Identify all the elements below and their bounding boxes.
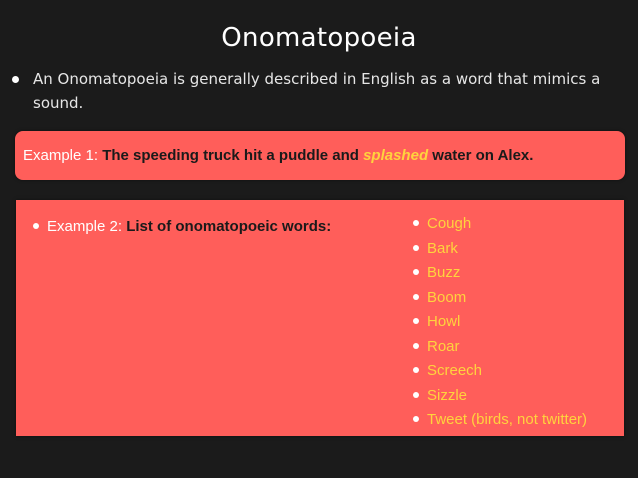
bullet-icon <box>33 223 39 229</box>
word-label: Buzz <box>427 264 461 281</box>
example-1-line <box>23 146 533 166</box>
example-2-heading <box>33 217 331 237</box>
word-label: Howl <box>427 313 461 330</box>
bullet-icon <box>413 220 419 226</box>
bullet-icon <box>413 245 419 251</box>
example-1-text-after: water on Alex. <box>428 147 534 164</box>
word-label: Sizzle <box>427 386 468 404</box>
word-label: Tweet (birds, not twitter) <box>427 411 588 428</box>
word-label: Boom <box>427 288 467 306</box>
list-item <box>413 237 587 262</box>
example-2-label: Example 2: <box>47 218 127 235</box>
intro-bullet <box>12 67 612 115</box>
bullet-icon <box>413 392 419 398</box>
example-1-box <box>15 131 625 180</box>
list-item <box>413 408 587 433</box>
list-item <box>413 261 587 286</box>
list-item <box>413 212 587 237</box>
bullet-icon <box>413 367 419 373</box>
example-1-highlight: splashed <box>363 147 429 164</box>
bullet-icon <box>413 343 419 349</box>
bullet-icon <box>413 416 419 422</box>
example-1-text-before: The speeding truck hit a puddle and <box>102 147 364 164</box>
list-item <box>413 359 587 384</box>
intro-text: An Onomatopoeia is generally described in English as a word that mimics a sound. <box>33 70 601 112</box>
example-2-box <box>16 200 624 436</box>
list-item <box>413 384 587 409</box>
list-item <box>413 286 587 311</box>
list-item <box>413 310 587 335</box>
bullet-icon <box>413 318 419 324</box>
bullet-icon <box>413 269 419 275</box>
word-list <box>413 212 587 433</box>
word-label: Cough <box>427 215 472 232</box>
bullet-icon <box>413 294 419 300</box>
word-label: Bark <box>427 239 458 257</box>
slide-title: Onomatopoeia <box>221 23 417 53</box>
example-2-heading-text: List of onomatopoeic words: <box>126 218 332 235</box>
example-1-label: Example 1: <box>23 147 103 164</box>
word-label: Roar <box>427 337 460 355</box>
bullet-icon <box>12 76 19 83</box>
word-label: Screech <box>427 362 483 379</box>
list-item <box>413 335 587 360</box>
